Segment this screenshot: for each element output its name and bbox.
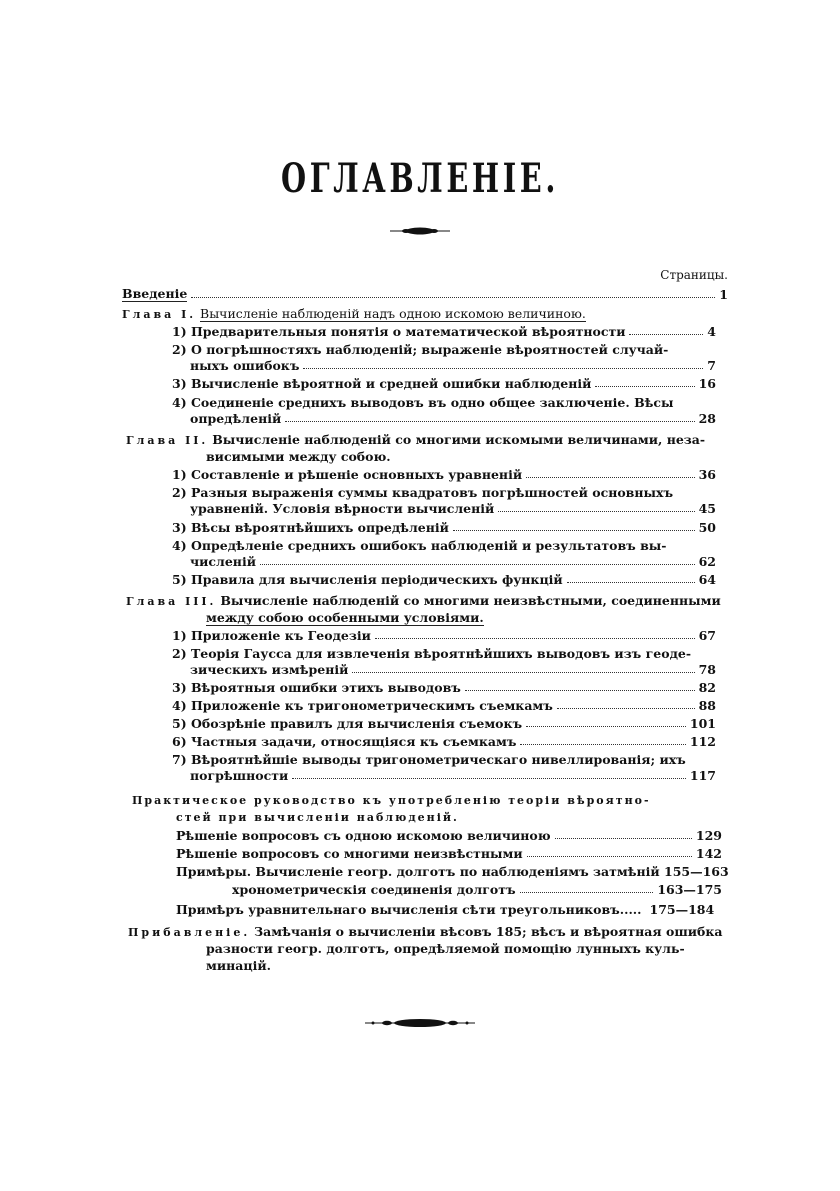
chapter-2-heading: Глава II. Вычисленіе наблюденій со многими искомыми величинами, неза-: [126, 432, 706, 447]
toc-entry: 2) Теорія Гаусса для извлеченія вѣроятнѣйшихъ выводовъ изъ геоде-: [172, 646, 692, 661]
toc-entry: Примѣры. Вычисленіе геогр. долготъ по наблюденіямъ затмѣній 155—163: [176, 864, 729, 879]
toc-entry: 4) Приложеніе къ тригонометрическимъ съемкамъ 88: [172, 698, 716, 713]
chapter-3-heading: Глава III. Вычисленіе наблюденій со многими неизвѣстными, соединенными: [126, 593, 721, 608]
toc-entry: 1) Составленіе и рѣшеніе основныхъ уравненій 36: [172, 467, 716, 482]
toc-entry: 4) Опредѣленіе среднихъ ошибокъ наблюденій и результатовъ вы-: [172, 538, 667, 553]
toc-entry: 7) Вѣроятнѣйшіе выводы тригонометрическаго нивеллированія; ихъ: [172, 752, 686, 767]
appendix-entry: Прибавленіе. Замѣчанія о вычисленіи вѣсовъ 185; вѣсъ и вѣроятная ошибка: [128, 924, 723, 939]
toc-entry: Рѣшеніе вопросовъ со многими неизвѣстными 142: [176, 846, 722, 861]
toc-entry: погрѣшности 117: [190, 768, 716, 783]
toc-entry: ныхъ ошибокъ 7: [190, 358, 716, 373]
toc-entry: 6) Частныя задачи, относящіяся къ съемкамъ 112: [172, 734, 716, 749]
toc-entry: 1) Предварительныя понятія о математической вѣроятности 4: [172, 324, 716, 339]
toc-entry: 1) Приложеніе къ Геодезіи 67: [172, 628, 716, 643]
practical-heading: Практическое руководство къ употребленію теоріи вѣроятно-: [132, 794, 651, 807]
toc-entry: 3) Вычисленіе вѣроятной и средней ошибки наблюденій 16: [172, 376, 716, 391]
toc-entry: хронометрическія соединенія долготъ 163—175: [232, 882, 722, 897]
toc-entry: 3) Вѣроятныя ошибки этихъ выводовъ 82: [172, 680, 716, 695]
chapter-3-heading-cont: между собою особенными условіями.: [206, 610, 484, 625]
toc-entry: 4) Соединеніе среднихъ выводовъ въ одно общее заключеніе. Вѣсы: [172, 395, 674, 410]
toc-entry: численій 62: [190, 554, 716, 569]
practical-heading-cont: стей при вычисленіи наблюденій.: [176, 811, 459, 824]
toc-entry: опредѣленій 28: [190, 411, 716, 426]
toc-entry: Примѣръ уравнительнаго вычисленія сѣти треугольниковъ..... 175—184: [176, 902, 715, 917]
toc-entry: 3) Вѣсы вѣроятнѣйшихъ опредѣленій 50: [172, 520, 716, 535]
toc-entry: 5) Обозрѣніе правилъ для вычисленія съемокъ 101: [172, 716, 716, 731]
toc-entry: зическихъ измѣреній 78: [190, 662, 716, 677]
chapter-1-heading: Глава I. Вычисленіе наблюденій надъ одною искомою величиною.: [122, 306, 586, 321]
ornament-top: [0, 222, 840, 241]
toc-entry: 2) Разныя выраженія суммы квадратовъ погрѣшностей основныхъ: [172, 485, 674, 500]
toc-entry: 5) Правила для вычисленія періодическихъ функцій 64: [172, 572, 716, 587]
pages-header: Страницы.: [660, 268, 728, 282]
toc-entry: Рѣшеніе вопросовъ съ одною искомою величиною 129: [176, 828, 722, 843]
appendix-entry-cont: минацій.: [206, 958, 271, 973]
chapter-2-heading-cont: висимыми между собою.: [206, 449, 391, 464]
toc-entry: уравненій. Условія вѣрности вычисленій 45: [190, 501, 716, 516]
toc-entry: 2) О погрѣшностяхъ наблюденій; выраженіе вѣроятностей случай-: [172, 342, 669, 357]
toc-entry-intro: Введеніе 1: [122, 286, 728, 302]
page-title: ОГЛАВЛЕНІЕ.: [281, 155, 559, 202]
appendix-entry-cont: разности геогр. долготъ, опредѣляемой помощію лунныхъ куль-: [206, 941, 685, 956]
ornament-bottom: [0, 1014, 840, 1033]
